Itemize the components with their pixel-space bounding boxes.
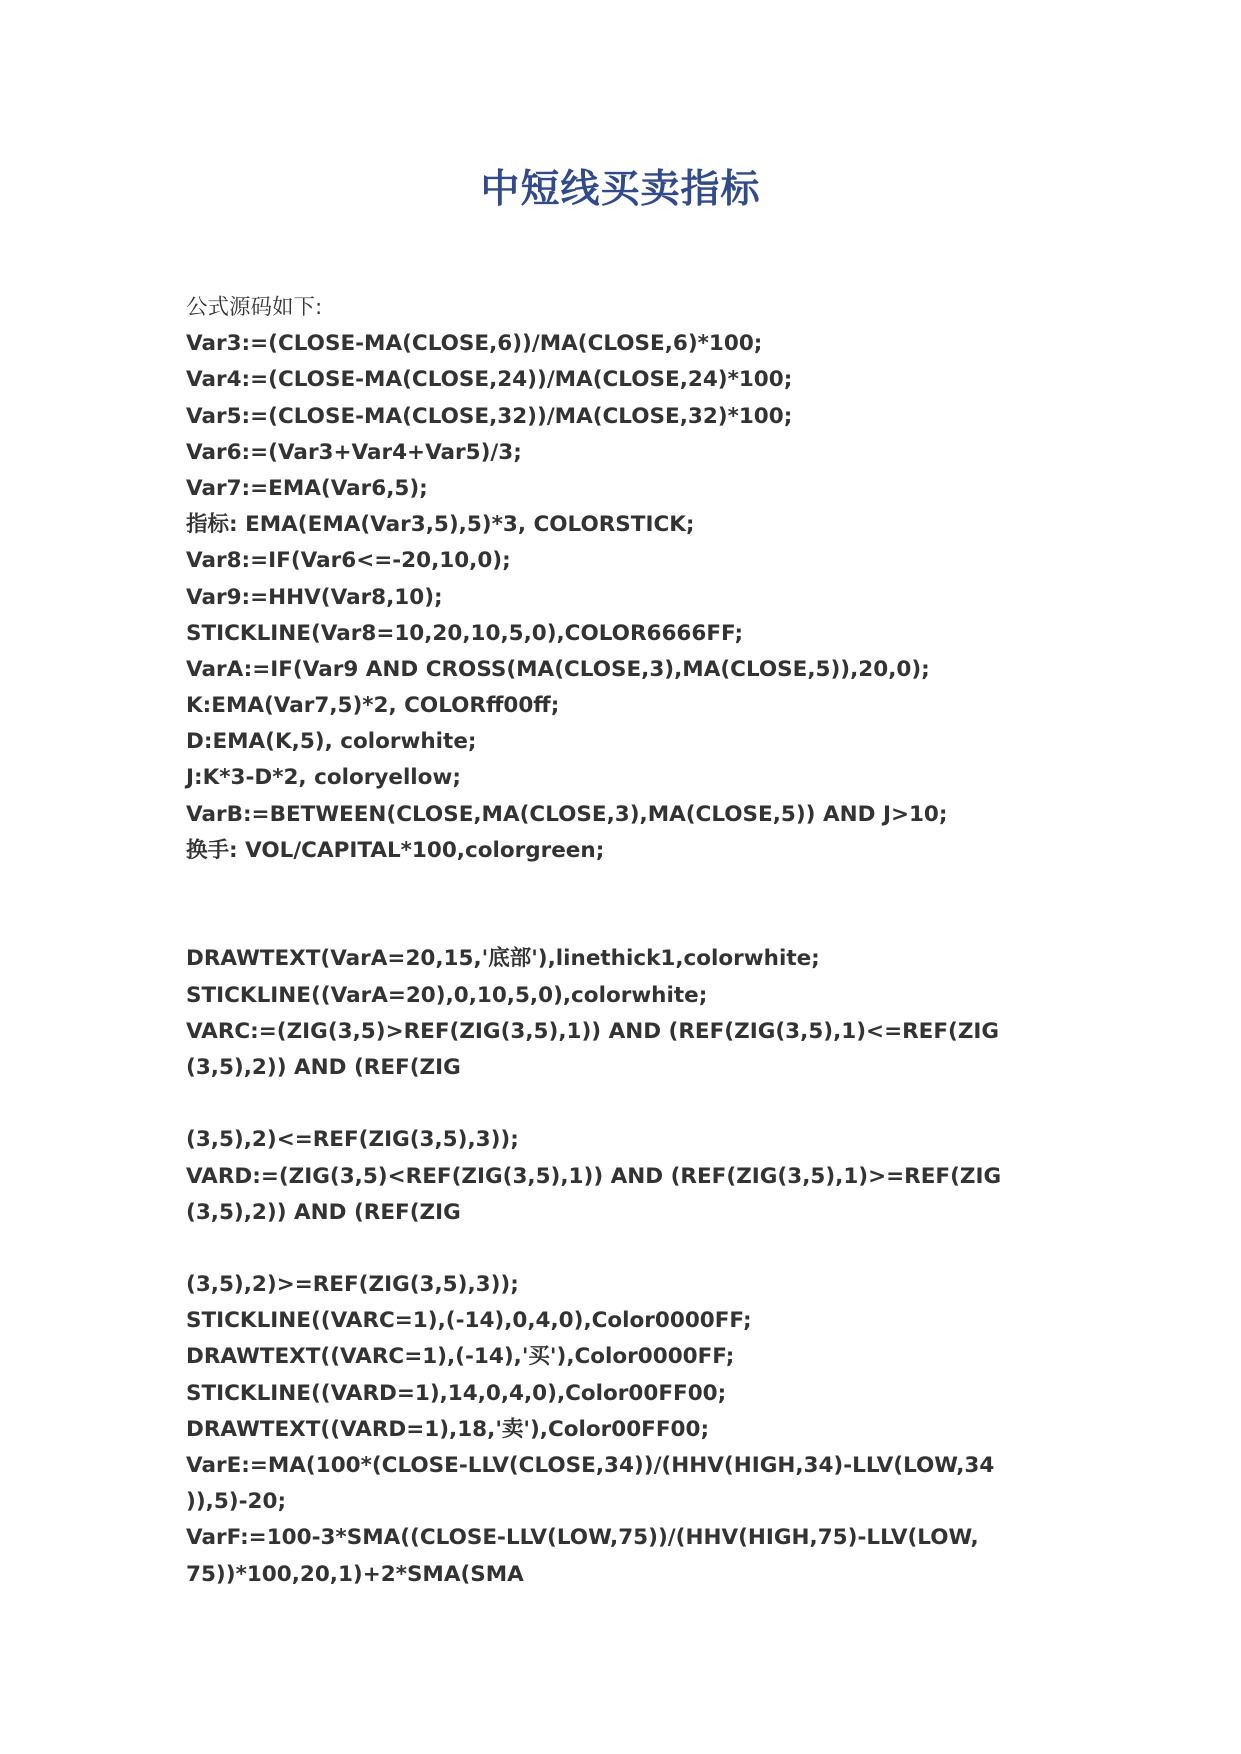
formula-line: Var9:=HHV(Var8,10); <box>186 584 443 610</box>
document-title: 中短线买卖指标 <box>480 166 761 212</box>
formula-line: K:EMA(Var7,5)*2, COLORff00ff; <box>186 693 560 719</box>
formula-line: Var5:=(CLOSE-MA(CLOSE,32))/MA(CLOSE,32)*100; <box>186 403 793 429</box>
formula-line: 换手: VOL/CAPITAL*100,colorgreen; <box>186 837 605 863</box>
formula-line: VarA:=IF(Var9 AND CROSS(MA(CLOSE,3),MA(CLOSE,5)),20,0); <box>186 656 930 682</box>
formula-line: DRAWTEXT((VARD=1),18,'卖'),Color00FF00; <box>186 1416 710 1442</box>
formula-line: VarB:=BETWEEN(CLOSE,MA(CLOSE,3),MA(CLOSE,5)) AND J>10; <box>186 801 948 827</box>
formula-line: J:K*3-D*2, coloryellow; <box>186 765 461 791</box>
formula-line: (3,5),2)<=REF(ZIG(3,5),3)); <box>186 1127 519 1153</box>
formula-line: VARC:=(ZIG(3,5)>REF(ZIG(3,5),1)) AND (REF(ZIG(3,5),1)<=REF(ZIG <box>186 1018 1000 1044</box>
formula-line: VarE:=MA(100*(CLOSE-LLV(CLOSE,34))/(HHV(HIGH,34)-LLV(LOW,34 <box>186 1453 995 1478</box>
formula-line: STICKLINE((VarA=20),0,10,5,0),colorwhite; <box>186 982 708 1008</box>
formula-line: (3,5),2)) AND (REF(ZIG <box>186 1199 461 1225</box>
formula-line: 75))*100,20,1)+2*SMA(SMA <box>186 1561 524 1587</box>
formula-line: STICKLINE((VARD=1),14,0,4,0),Color00FF00; <box>186 1380 727 1406</box>
formula-line: VarF:=100-3*SMA((CLOSE-LLV(LOW,75))/(HHV(HIGH,75)-LLV(LOW, <box>186 1525 979 1551</box>
formula-line: 指标: EMA(EMA(Var3,5),5)*3, COLORSTICK; <box>186 512 695 538</box>
formula-source-code <box>186 290 1066 1593</box>
formula-intro: 公式源码如下: <box>186 295 323 320</box>
formula-line: Var6:=(Var3+Var4+Var5)/3; <box>186 439 522 465</box>
formula-line: Var3:=(CLOSE-MA(CLOSE,6))/MA(CLOSE,6)*100; <box>186 331 763 357</box>
blank-line <box>186 869 1066 905</box>
formula-line: )),5)-20; <box>186 1489 287 1515</box>
formula-line: STICKLINE((VARC=1),(-14),0,4,0),Color0000FF; <box>186 1308 752 1334</box>
formula-line: VARD:=(ZIG(3,5)<REF(ZIG(3,5),1)) AND (REF(ZIG(3,5),1)>=REF(ZIG <box>186 1163 1002 1189</box>
formula-line: STICKLINE(Var8=10,20,10,5,0),COLOR6666FF; <box>186 620 744 646</box>
formula-line: (3,5),2)>=REF(ZIG(3,5),3)); <box>186 1272 519 1298</box>
formula-line: DRAWTEXT(VarA=20,15,'底部'),linethick1,colorwhite; <box>186 946 820 972</box>
formula-line: (3,5),2)) AND (REF(ZIG <box>186 1054 461 1080</box>
formula-line: Var4:=(CLOSE-MA(CLOSE,24))/MA(CLOSE,24)*100; <box>186 367 793 393</box>
blank-line <box>186 1231 1066 1267</box>
formula-line: Var7:=EMA(Var6,5); <box>186 475 428 501</box>
blank-line <box>186 1086 1066 1122</box>
blank-line <box>186 905 1066 941</box>
formula-line: DRAWTEXT((VARC=1),(-14),'买'),Color0000FF; <box>186 1344 735 1370</box>
formula-line: Var8:=IF(Var6<=-20,10,0); <box>186 548 511 574</box>
formula-line: D:EMA(K,5), colorwhite; <box>186 729 477 755</box>
